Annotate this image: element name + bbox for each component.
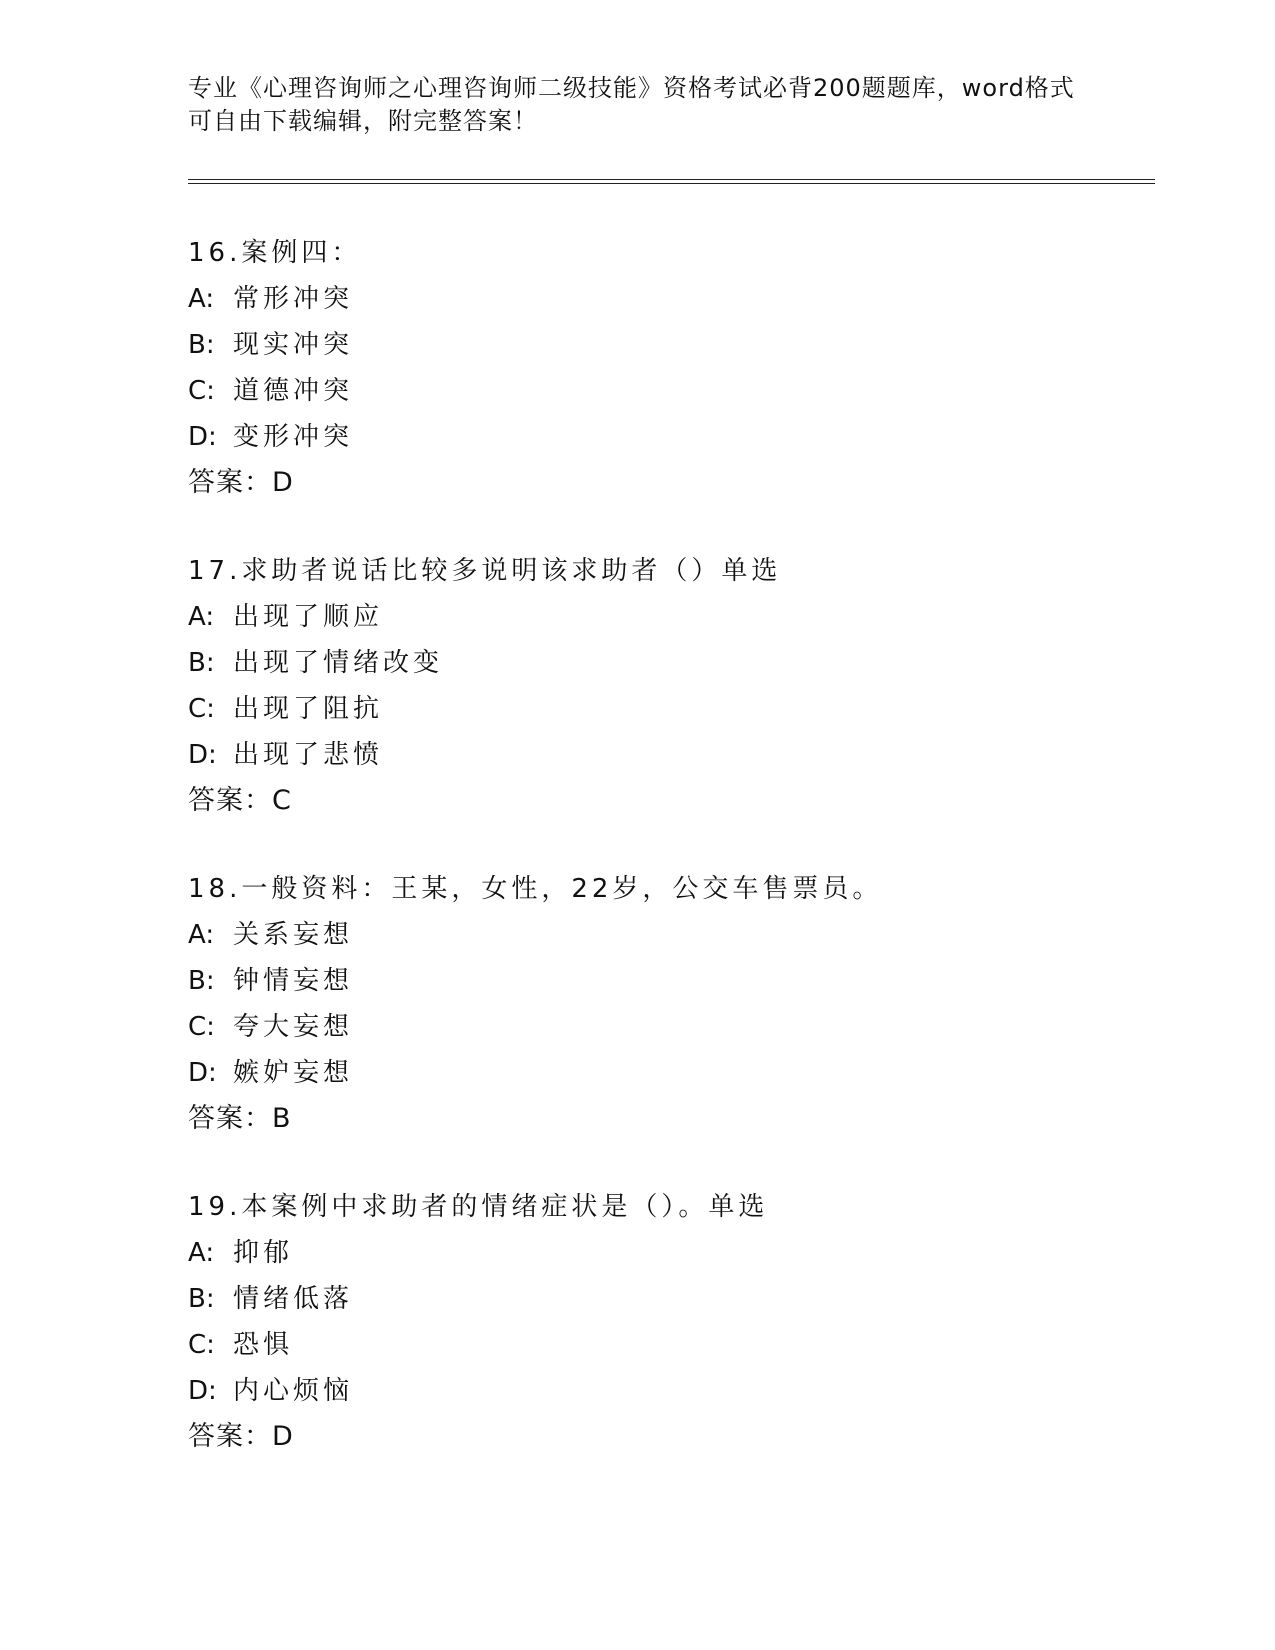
option-text: 出现了顺应 <box>233 602 384 632</box>
option-text: 内心烦恼 <box>233 1376 354 1406</box>
option-text: 出现了阻抗 <box>233 694 384 724</box>
option-text: 出现了情绪改变 <box>233 648 444 678</box>
option-text: 钟情妄想 <box>233 966 354 996</box>
option-text: 嫉妒妄想 <box>233 1058 354 1088</box>
option-b <box>188 640 1168 686</box>
answer-line: 答案：D <box>188 1421 294 1452</box>
option-letter: B: <box>188 966 215 996</box>
option-text: 情绪低落 <box>233 1284 354 1314</box>
option-letter: B: <box>188 648 215 678</box>
option-a <box>188 276 1168 322</box>
option-a <box>188 912 1168 958</box>
option-text: 道德冲突 <box>233 376 354 406</box>
option-letter: D: <box>188 422 217 452</box>
question-stem: 16.案例四： <box>188 238 362 268</box>
option-d <box>188 1368 1168 1414</box>
option-c <box>188 1322 1168 1368</box>
option-letter: D: <box>188 1058 217 1088</box>
option-letter: D: <box>188 740 217 770</box>
option-letter: C: <box>188 1012 215 1042</box>
option-a <box>188 594 1168 640</box>
question-19 <box>188 1184 1168 1460</box>
option-letter: A: <box>188 1238 215 1268</box>
question-stem: 18.一般资料：王某，女性，22岁，公交车售票员。 <box>188 874 883 904</box>
question-18 <box>188 866 1168 1142</box>
option-letter: C: <box>188 694 215 724</box>
document-header <box>188 72 1088 138</box>
option-c <box>188 368 1168 414</box>
option-d <box>188 732 1168 778</box>
question-stem: 19.本案例中求助者的情绪症状是（）。单选 <box>188 1192 769 1222</box>
answer-line: 答案：D <box>188 467 294 498</box>
option-text: 现实冲突 <box>233 330 354 360</box>
option-text: 抑郁 <box>233 1238 294 1268</box>
option-text: 出现了悲愤 <box>233 740 384 770</box>
option-text: 夸大妄想 <box>233 1012 354 1042</box>
option-letter: A: <box>188 602 215 632</box>
option-letter: B: <box>188 1284 215 1314</box>
option-letter: B: <box>188 330 215 360</box>
header-divider-bottom <box>188 183 1155 184</box>
option-b <box>188 958 1168 1004</box>
header-divider-top <box>188 179 1155 180</box>
option-letter: A: <box>188 920 215 950</box>
option-text: 恐惧 <box>233 1330 294 1360</box>
answer-line: 答案：B <box>188 1103 292 1134</box>
option-c <box>188 686 1168 732</box>
option-letter: C: <box>188 376 215 406</box>
option-b <box>188 1276 1168 1322</box>
option-letter: A: <box>188 284 215 314</box>
question-stem: 17.求助者说话比较多说明该求助者（）单选 <box>188 556 782 586</box>
option-letter: D: <box>188 1376 217 1406</box>
header-line-1: 专业《心理咨询师之心理咨询师二级技能》资格考试必背200题题库，word格式 <box>188 74 1075 102</box>
option-text: 常形冲突 <box>233 284 354 314</box>
answer-line: 答案：C <box>188 785 292 816</box>
option-b <box>188 322 1168 368</box>
question-17 <box>188 548 1168 824</box>
option-d <box>188 414 1168 460</box>
question-16 <box>188 230 1168 506</box>
option-text: 变形冲突 <box>233 422 354 452</box>
header-line-2: 可自由下载编辑，附完整答案！ <box>188 107 538 135</box>
option-d <box>188 1050 1168 1096</box>
option-c <box>188 1004 1168 1050</box>
option-text: 关系妄想 <box>233 920 354 950</box>
option-a <box>188 1230 1168 1276</box>
option-letter: C: <box>188 1330 215 1360</box>
